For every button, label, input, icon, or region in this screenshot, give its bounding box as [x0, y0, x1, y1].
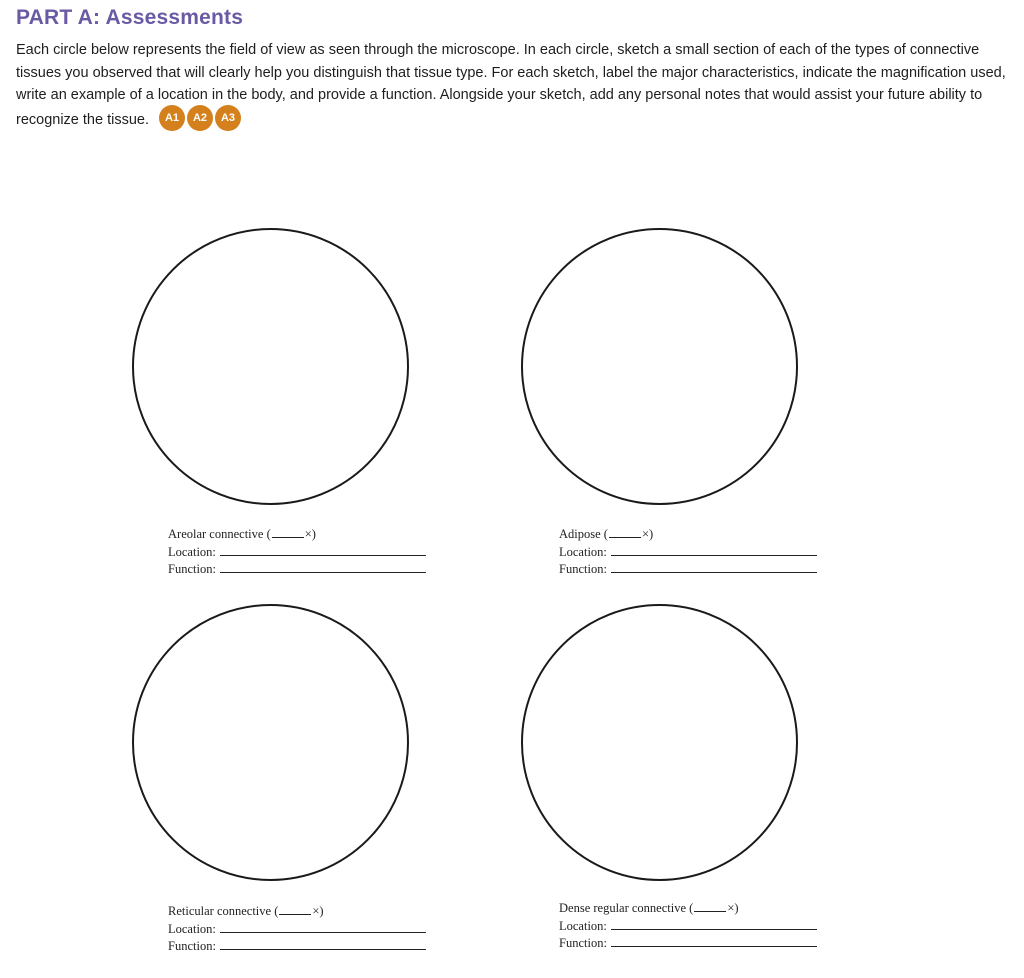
- paren: (: [603, 527, 608, 541]
- location-label: Location:: [168, 544, 216, 559]
- magnification-suffix: ×): [304, 527, 316, 541]
- field-of-view-circle-adipose[interactable]: [521, 228, 798, 505]
- label-block-dense-regular: [559, 900, 829, 953]
- location-blank[interactable]: [611, 544, 817, 556]
- magnification-blank[interactable]: [279, 903, 311, 915]
- function-blank[interactable]: [220, 561, 426, 573]
- field-of-view-circle-dense-regular[interactable]: [521, 604, 798, 881]
- badge-a3: A3: [215, 105, 241, 131]
- field-of-view-circle-reticular[interactable]: [132, 604, 409, 881]
- function-blank[interactable]: [611, 935, 817, 947]
- function-label: Function:: [168, 562, 216, 576]
- location-blank[interactable]: [220, 544, 426, 556]
- magnification-suffix: ×): [727, 901, 739, 915]
- location-label: Location:: [168, 921, 216, 936]
- function-label: Function:: [559, 936, 607, 950]
- magnification-blank[interactable]: [272, 526, 304, 538]
- assessment-badges: [159, 105, 243, 131]
- instructions: [16, 39, 1006, 133]
- label-block-areolar: [168, 526, 438, 579]
- function-label: Function:: [168, 939, 216, 953]
- field-of-view-circle-areolar[interactable]: [132, 228, 409, 505]
- badge-a1: A1: [159, 105, 185, 131]
- location-blank[interactable]: [220, 921, 426, 933]
- location-label: Location:: [559, 918, 607, 933]
- function-label: Function:: [559, 562, 607, 576]
- label-block-adipose: [559, 526, 829, 579]
- function-blank[interactable]: [220, 938, 426, 950]
- function-blank[interactable]: [611, 561, 817, 573]
- tissue-name: Reticular connective: [168, 904, 272, 918]
- magnification-blank[interactable]: [694, 900, 726, 912]
- label-block-reticular: [168, 903, 438, 956]
- paren: (: [266, 527, 271, 541]
- page-title: PART A: Assessments: [16, 6, 244, 29]
- paren: (: [274, 904, 279, 918]
- magnification-blank[interactable]: [609, 526, 641, 538]
- tissue-name: Dense regular connective: [559, 901, 687, 915]
- location-label: Location:: [559, 544, 607, 559]
- badge-a2: A2: [187, 105, 213, 131]
- tissue-name: Adipose: [559, 527, 601, 541]
- magnification-suffix: ×): [312, 904, 324, 918]
- tissue-name: Areolar connective: [168, 527, 264, 541]
- location-blank[interactable]: [611, 918, 817, 930]
- magnification-suffix: ×): [641, 527, 654, 541]
- paren: (: [689, 901, 694, 915]
- instructions-text: Each circle below represents the field of view as seen through the microscope. In each circle, sketch a small section of each of the types of connective tissues you observed that will clearly help you distinguish that tissue type. For each sketch, label the major characteristics, indicate the magnification used, write an example of a location in the body, and provide a function. Alongside your sketch, add any personal notes that would assist your future ability to recognize the tissue.: [16, 42, 1006, 128]
